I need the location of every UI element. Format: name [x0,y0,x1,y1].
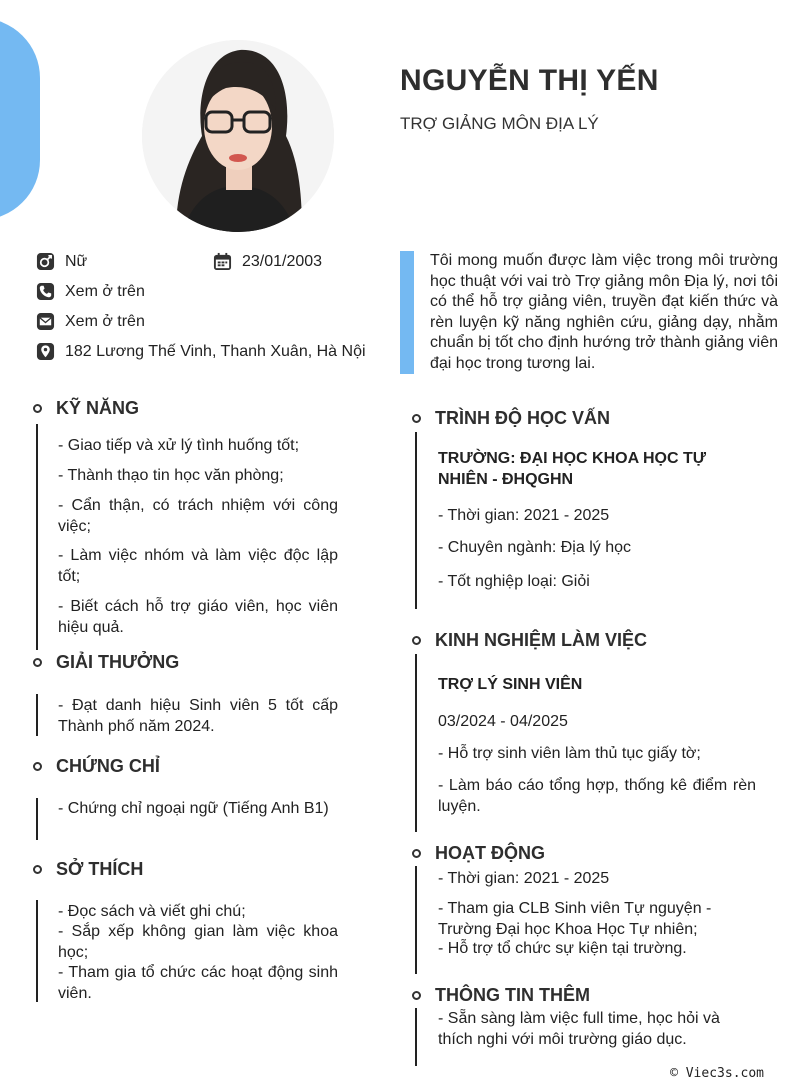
decorative-accent-shape [0,18,40,220]
section-title-certificates [33,756,160,777]
contact-email [36,312,145,331]
objective-accent-bar [400,251,414,374]
experience-item: - Làm báo cáo tổng hợp, thống kê điểm rèn luyện. [438,777,756,815]
bullet-circle-icon [33,865,42,874]
gender-text: Nữ [65,252,88,270]
bullet-circle-icon [33,762,42,771]
certificate-item: - Chứng chỉ ngoại ngữ (Tiếng Anh B1) [58,800,329,817]
activities-timeline-line [415,866,417,974]
section-title-activities [412,843,545,864]
phone-icon [36,282,55,301]
section-title-awards [33,652,179,673]
gender-icon [36,252,55,271]
skill-item: - Cẩn thận, có trách nhiệm với công việc; [58,497,338,535]
skill-item: - Giao tiếp và xử lý tình huống tốt; [58,437,300,454]
activity-item: - Hỗ trợ tổ chức sự kiện tại trường. [438,940,687,957]
education-item: - Thời gian: 2021 - 2025 [438,507,610,524]
bullet-circle-icon [412,849,421,858]
bullet-circle-icon [412,636,421,645]
skills-title-text: KỸ NĂNG [56,398,140,418]
hobby-item: - Đọc sách và viết ghi chú; [58,903,246,920]
address-text: 182 Lương Thế Vinh, Thanh Xuân, Hà Nội [65,342,366,360]
experience-title-text: KINH NGHIỆM LÀM VIỆC [435,630,648,650]
section-title-hobbies [33,859,143,880]
hobby-item: - Tham gia tổ chức các hoạt động sinh viên. [58,964,338,1002]
avatar [142,40,334,232]
additional-title-text: THÔNG TIN THÊM [435,985,590,1005]
activity-item: - Tham gia CLB Sinh viên Tự nguyện - Trường Đại học Khoa Học Tự nhiên; [438,900,712,938]
contact-birthdate [213,252,322,271]
hobbies-timeline-line [36,900,38,1002]
certificates-title-text: CHỨNG CHỈ [56,756,160,776]
skill-item: - Thành thạo tin học văn phòng; [58,467,284,484]
section-title-additional-info [412,985,590,1006]
certificates-timeline-line [36,798,38,840]
skills-timeline-line [36,424,38,650]
skill-item: - Làm việc nhóm và làm việc độc lập tốt; [58,547,338,585]
bullet-circle-icon [412,991,421,1000]
section-title-education [412,408,610,429]
experience-item: - Hỗ trợ sinh viên làm thủ tục giấy tờ; [438,745,701,762]
email-icon [36,312,55,331]
hobby-item: - Sắp xếp không gian làm việc khoa học; [58,923,338,961]
activity-item: - Thời gian: 2021 - 2025 [438,870,610,887]
education-timeline-line [415,432,417,609]
experience-timeline-line [415,654,417,832]
bullet-circle-icon [33,658,42,667]
additional-timeline-line [415,1008,417,1066]
bullet-circle-icon [412,414,421,423]
education-item: - Chuyên ngành: Địa lý học [438,539,631,556]
experience-period: 03/2024 - 04/2025 [438,713,568,730]
phone-text: Xem ở trên [65,282,145,300]
skill-item: - Biết cách hỗ trợ giáo viên, học viên hiệu quả. [58,598,338,636]
hobbies-title-text: SỞ THÍCH [56,859,144,879]
contact-phone [36,282,145,301]
additional-item: - Sẵn sàng làm việc full time, học hỏi và thích nghi với môi trường giáo dục. [438,1010,720,1048]
location-pin-icon [36,342,55,361]
awards-timeline-line [36,694,38,736]
section-title-experience [412,630,647,651]
watermark-footer: © Viec3s.com [670,1066,764,1081]
career-objective: Tôi mong muốn được làm việc trong môi trường học thuật với vai trò Trợ giảng môn Địa lý, nơi tôi có thể hỗ trợ giảng viên, truyền đạt kiến thức và rèn luyện kỹ năng nghiên cứu, giảng dạy, nhằm chuẩn bị tốt cho định hướng trở thành giảng viên đại học trong tương lai. [430,252,778,372]
activities-title-text: HOẠT ĐỘNG [435,843,545,863]
candidate-name: NGUYỄN THỊ YẾN [400,64,659,97]
education-item: - Tốt nghiệp loại: Giỏi [438,573,590,590]
awards-title-text: GIẢI THƯỞNG [56,652,180,672]
email-text: Xem ở trên [65,312,145,330]
candidate-role: TRỢ GIẢNG MÔN ĐỊA LÝ [400,114,599,133]
bullet-circle-icon [33,404,42,413]
contact-gender [36,252,87,271]
education-school: TRƯỜNG: ĐẠI HỌC KHOA HỌC TỰ NHIÊN - ĐHQGHN [438,450,707,488]
calendar-icon [213,252,232,271]
award-item: - Đạt danh hiệu Sinh viên 5 tốt cấp Thành phố năm 2024. [58,697,338,735]
section-title-skills [33,398,139,419]
birthdate-text: 23/01/2003 [242,252,323,270]
experience-position: TRỢ LÝ SINH VIÊN [438,676,583,693]
avatar-portrait [142,40,334,232]
education-title-text: TRÌNH ĐỘ HỌC VẤN [435,408,610,428]
contact-address [36,342,366,361]
